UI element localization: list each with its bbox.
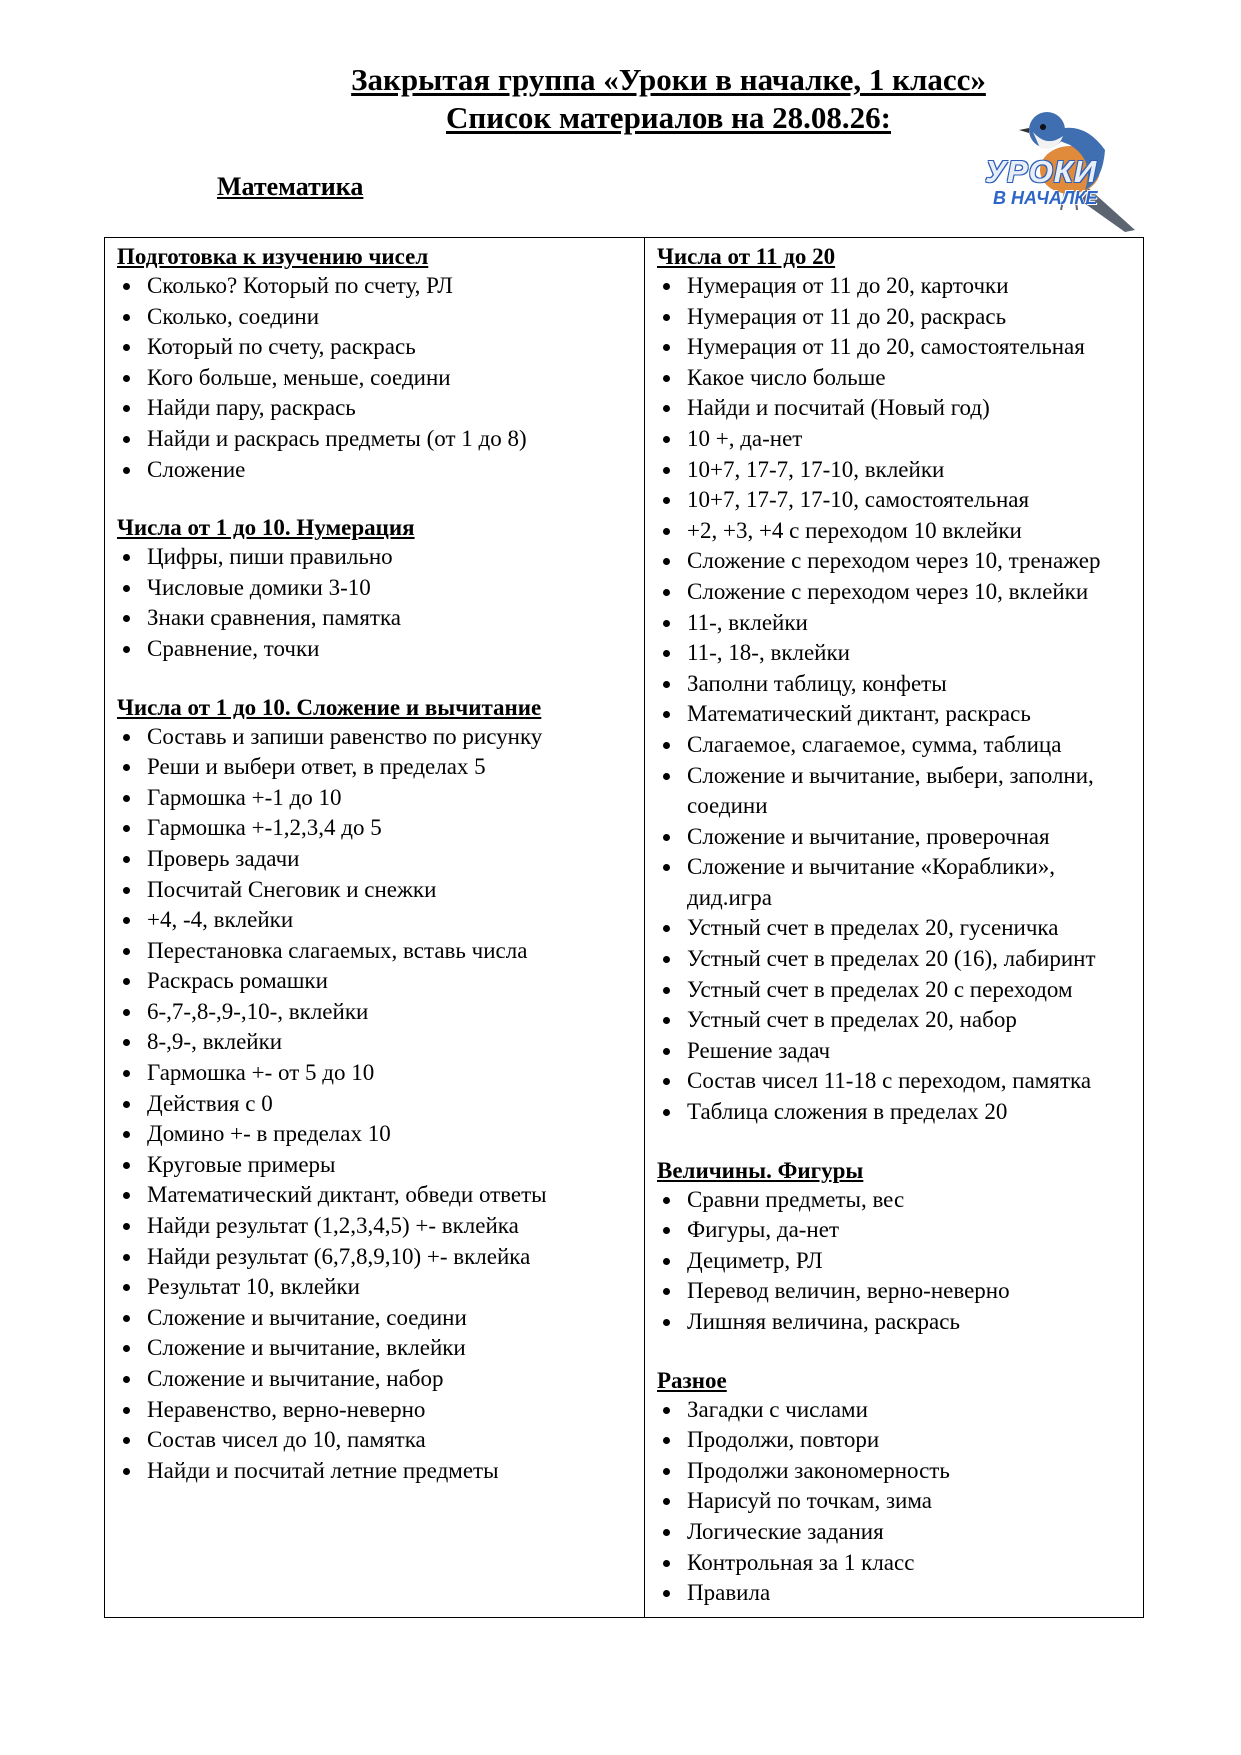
list-item: Гармошка +- от 5 до 10 [117,1058,636,1089]
list-item: Который по счету, раскрась [117,332,636,363]
list-item: Решение задач [657,1036,1135,1067]
left-column [105,238,645,1618]
list-item: Загадки с числами [657,1395,1135,1426]
list-item: Продолжи закономерность [657,1456,1135,1487]
list-item: Сложение и вычитание, вклейки [117,1333,636,1364]
list-item: Проверь задачи [117,844,636,875]
list-item: Устный счет в пределах 20, набор [657,1005,1135,1036]
list-item: Устный счет в пределах 20, гусеничка [657,913,1135,944]
section-heading: Числа от 1 до 10. Нумерация [117,515,415,541]
list-item: Нарисуй по точкам, зима [657,1486,1135,1517]
list-item: Составь и запиши равенство по рисунку [117,722,636,753]
list-item: Домино +- в пределах 10 [117,1119,636,1150]
list-item: Логические задания [657,1517,1135,1548]
list-item: Сложение и вычитание, проверочная [657,822,1135,853]
list-item: Знаки сравнения, памятка [117,603,636,634]
list-item: Слагаемое, слагаемое, сумма, таблица [657,730,1135,761]
list-item: Математический диктант, обведи ответы [117,1180,636,1211]
list-item: Продолжи, повтори [657,1425,1135,1456]
list-item: Сложение и вычитание, набор [117,1364,636,1395]
section [657,1156,1135,1338]
section-heading: Числа от 11 до 20 [657,244,836,269]
page-subtitle: Список материалов на 28.08.26: [446,100,891,135]
item-list [117,271,636,485]
item-list [657,1185,1135,1338]
list-item: Цифры, пиши правильно [117,542,636,573]
list-item: Состав чисел 11-18 с переходом, памятка [657,1066,1135,1097]
section [117,693,636,1487]
right-column [645,238,1144,1618]
item-list [117,722,636,1487]
list-item: Сколько? Который по счету, РЛ [117,271,636,302]
materials-table [104,237,1144,1618]
item-list [657,1395,1135,1609]
section-heading: Числа от 1 до 10. Сложение и вычитание [117,694,542,720]
list-item: Найди пару, раскрась [117,393,636,424]
list-item: Устный счет в пределах 20 (16), лабиринт [657,944,1135,975]
list-item: Неравенство, верно-неверно [117,1395,636,1426]
list-item: Результат 10, вклейки [117,1272,636,1303]
list-item: Круговые примеры [117,1150,636,1181]
logo [985,90,1145,240]
list-item: Правила [657,1578,1135,1609]
list-item: Устный счет в пределах 20 с переходом [657,975,1135,1006]
list-item: 10+7, 17-7, 17-10, самостоятельная [657,485,1135,516]
list-item: Контрольная за 1 класс [657,1548,1135,1579]
list-item: Сложение и вычитание, соедини [117,1303,636,1334]
list-item: Раскрась ромашки [117,966,636,997]
list-item: Заполни таблицу, конфеты [657,669,1135,700]
list-item: Перестановка слагаемых, вставь числа [117,936,636,967]
section-heading: Величины. Фигуры [657,1157,864,1183]
list-item: Нумерация от 11 до 20, карточки [657,271,1135,302]
page-title: Закрытая группа «Уроки в началке, 1 класс» [351,62,986,97]
section-heading: Подготовка к изучению чисел [117,244,429,269]
list-item: Таблица сложения в пределах 20 [657,1097,1135,1128]
list-item: Гармошка +-1,2,3,4 до 5 [117,813,636,844]
list-item: Посчитай Снеговик и снежки [117,875,636,906]
list-item: Сложение [117,455,636,486]
logo-subtext: В НАЧАЛКЕ [993,188,1098,208]
item-list [657,271,1135,1128]
section [657,242,1135,1128]
subject-heading: Математика [217,172,364,201]
list-item: Сложение с переходом через 10, тренажер [657,546,1135,577]
list-item: Фигуры, да-нет [657,1215,1135,1246]
list-item: 10+7, 17-7, 17-10, вклейки [657,455,1135,486]
list-item: +2, +3, +4 с переходом 10 вклейки [657,516,1135,547]
section [117,513,636,664]
list-item: Сравни предметы, вес [657,1185,1135,1216]
list-item: Действия с 0 [117,1089,636,1120]
list-item: Найди и посчитай (Новый год) [657,393,1135,424]
list-item: Дециметр, РЛ [657,1246,1135,1277]
logo-text: УРОКИ [985,154,1098,189]
section [117,242,636,485]
list-item: +4, -4, вклейки [117,905,636,936]
item-list [117,542,636,664]
list-item: Кого больше, меньше, соедини [117,363,636,394]
list-item: Найди и раскрась предметы (от 1 до 8) [117,424,636,455]
list-item: Найди результат (1,2,3,4,5) +- вклейка [117,1211,636,1242]
list-item: 11-, вклейки [657,608,1135,639]
list-item: 11-, 18-, вклейки [657,638,1135,669]
section [657,1366,1135,1609]
list-item: Сложение и вычитание, выбери, заполни, соедини [657,761,1135,822]
list-item: 8-,9-, вклейки [117,1027,636,1058]
list-item: Найди результат (6,7,8,9,10) +- вклейка [117,1242,636,1273]
list-item: Сколько, соедини [117,302,636,333]
list-item: Какое число больше [657,363,1135,394]
list-item: 6-,7-,8-,9-,10-, вклейки [117,997,636,1028]
list-item: Найди и посчитай летние предметы [117,1456,636,1487]
list-item: Нумерация от 11 до 20, самостоятельная [657,332,1135,363]
section-heading: Разное [657,1367,727,1393]
list-item: Лишняя величина, раскрась [657,1307,1135,1338]
list-item: Числовые домики 3-10 [117,573,636,604]
list-item: Сложение и вычитание «Кораблики», дид.игра [657,852,1135,913]
list-item: Сравнение, точки [117,634,636,665]
list-item: Нумерация от 11 до 20, раскрась [657,302,1135,333]
list-item: Реши и выбери ответ, в пределах 5 [117,752,636,783]
list-item: Сложение с переходом через 10, вклейки [657,577,1135,608]
list-item: Перевод величин, верно-неверно [657,1276,1135,1307]
list-item: 10 +, да-нет [657,424,1135,455]
list-item: Состав чисел до 10, памятка [117,1425,636,1456]
list-item: Математический диктант, раскрась [657,699,1135,730]
list-item: Гармошка +-1 до 10 [117,783,636,814]
